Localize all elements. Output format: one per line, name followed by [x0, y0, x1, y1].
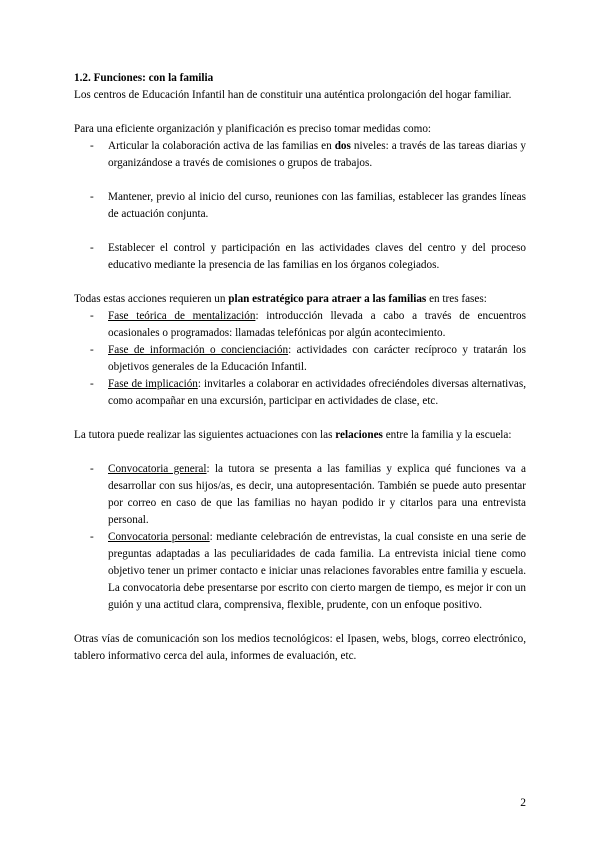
phases-intro: Todas estas acciones requieren un plan estratégico para atraer a las familias en tres fases:	[74, 293, 487, 305]
phases-list	[74, 308, 526, 410]
bold-text: dos	[334, 140, 351, 152]
list-item: - Fase de implicación: invitarles a colaborar en actividades ofreciéndoles diversas alternativas, como acompañar en una excursión, participar en actividades de clase, etc.	[74, 376, 526, 410]
list-item: - Fase teórica de mentalización: introducción llevada a cabo a través de encuentros ocasionales o programados: llamadas telefónicas por algún acontecimiento.	[74, 308, 526, 342]
list-item: - Convocatoria personal: mediante celebración de entrevistas, la cual consiste en una serie de preguntas adaptadas a las peculiaridades de cada familia. La entrevista inicial tiene como objetivo tener un primer contacto e iniciar unas relaciones favorables entre familia y escuela. La convocatoria debe presentarse por escrito con cierto margen de tiempo, es mejor ir con un guión y una actitud clara, comprensiva, flexible, prudente, con un enfoque positivo.	[74, 529, 526, 614]
measures-list	[74, 138, 526, 274]
page-number: 2	[520, 797, 526, 809]
list-item: - Fase de información o concienciación: actividades con carácter recíproco y tratarán los objetivos generales de la Educación Infantil.	[74, 342, 526, 376]
phase-label: Fase teórica de mentalización	[108, 310, 256, 322]
call-label: Convocatoria general	[108, 463, 207, 475]
list-item: - Establecer el control y participación en las actividades claves del centro y del proceso educativo mediante la presencia de las familias en los órganos colegiados.	[74, 240, 526, 274]
bold-text: relaciones	[335, 429, 383, 441]
list-item: - Articular la colaboración activa de las familias en dos niveles: a través de las tareas diarias y organizándose a través de comisiones o grupos de trabajos.	[74, 138, 526, 172]
intro-paragraph: Los centros de Educación Infantil han de constituir una auténtica prolongación del hogar familiar.	[74, 89, 512, 101]
section-title: 1.2. Funciones: con la familia	[74, 72, 214, 84]
call-label: Convocatoria personal	[108, 531, 210, 543]
phase-label: Fase de información o concienciación	[108, 344, 289, 356]
closing-paragraph: Otras vías de comunicación son los medios tecnológicos: el Ipasen, webs, blogs, correo electrónico, tablero informativo cerca del aula, informes de evaluación, etc.	[74, 633, 526, 662]
calls-list	[74, 461, 526, 614]
document-body	[74, 70, 526, 665]
list-item: - Mantener, previo al inicio del curso, reuniones con las familias, establecer las grandes líneas de actuación conjunta.	[74, 189, 526, 223]
bold-text: plan estratégico para atraer a las familias	[228, 293, 427, 305]
list-item: - Convocatoria general: la tutora se presenta a las familias y explica qué funciones va a desarrollar con sus hijos/as, es decir, una autopresentación. También se puede auto presentar por correo en caso de que las familias no hayan podido ir y citarlos para una entrevista personal.	[74, 461, 526, 529]
phase-label: Fase de implicación	[108, 378, 198, 390]
measures-intro: Para una eficiente organización y planificación es preciso tomar medidas como:	[74, 123, 432, 135]
tutor-intro: La tutora puede realizar las siguientes actuaciones con las relaciones entre la familia y la escuela:	[74, 429, 512, 441]
